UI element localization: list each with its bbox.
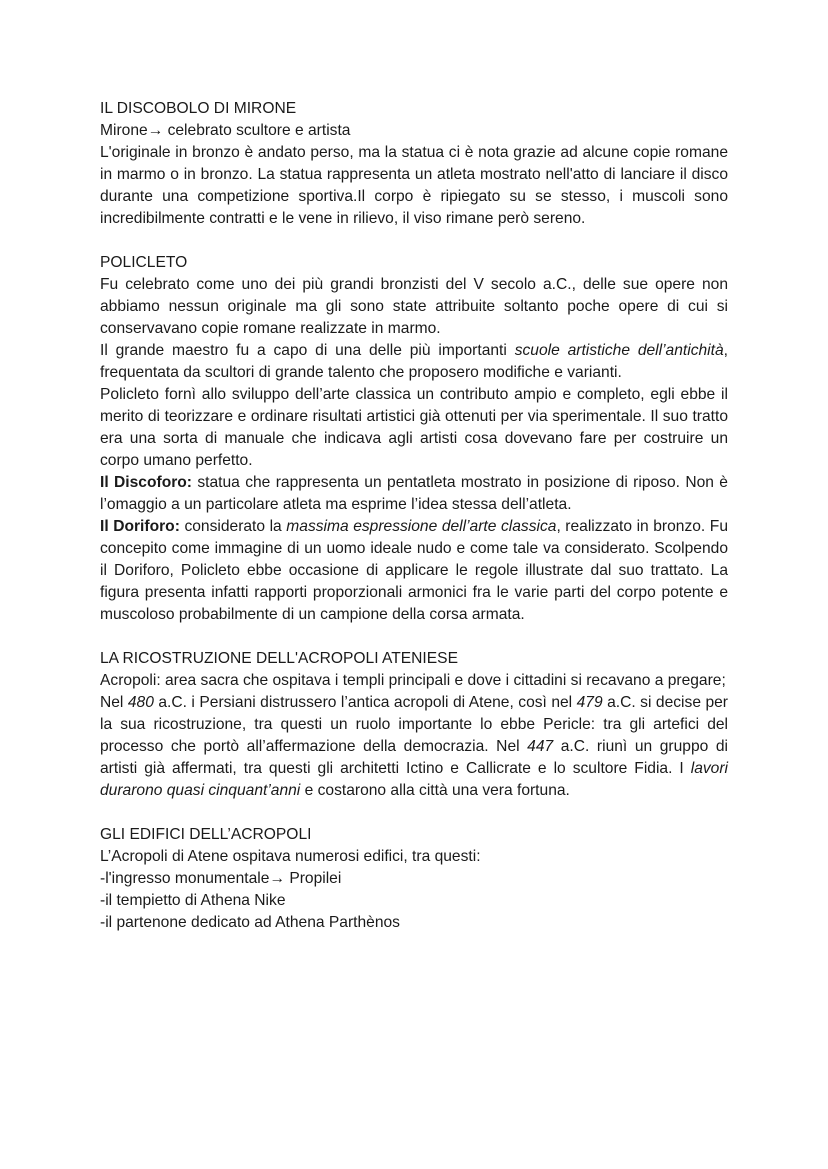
text-run: a.C. i Persiani distrussero l’antica acropoli di Atene, così nel — [153, 694, 577, 711]
emphasis-year: 447 — [527, 738, 554, 755]
list-item: -il tempietto di Athena Nike — [100, 892, 286, 909]
text-run: Nel — [100, 694, 128, 711]
section-paragraph: Fu celebrato come uno dei più grandi bronzisti del V secolo a.C., delle sue opere non abbiamo nessun originale ma gli sono state attribuite soltanto poche opere di cui si conservavano copie romane realizzate in marmo. — [100, 276, 728, 337]
bold-term: Il Discoforo: — [100, 474, 192, 491]
text-run: e costarono alla città una vera fortuna. — [300, 782, 570, 799]
section-paragraph — [100, 340, 728, 384]
section-intro: L’Acropoli di Atene ospitava numerosi edifici, tra questi: — [100, 848, 481, 865]
section-paragraph — [100, 472, 728, 516]
emphasis-text: massima espressione dell’arte classica — [286, 518, 557, 535]
section-title: GLI EDIFICI DELL’ACROPOLI — [100, 826, 312, 843]
section-title: LA RICOSTRUZIONE DELL'ACROPOLI ATENIESE — [100, 650, 458, 667]
section-paragraph: Policleto fornì allo sviluppo dell’arte classica un contributo ampio e completo, egli ebbe il merito di teorizzare e ordinare risultati artistici già ottenuti per via sperimentale. Il suo tratto era una sorta di manuale che indicava agli artisti cosa dovevano fare per costruire un corpo umano perfetto. — [100, 386, 728, 469]
section-paragraph: Acropoli: area sacra che ospitava i templi principali e dove i cittadini si recavano a pregare; — [100, 672, 726, 689]
emphasis-text: lavori durarono quasi cinquant’anni — [100, 760, 728, 799]
text-run: statua che rappresenta un pentatleta mostrato in posizione di riposo. Non è l’omaggio a un particolare atleta ma esprime l’idea stessa dell’atleta. — [100, 474, 728, 513]
section-paragraph — [100, 516, 728, 626]
text-run: considerato la — [179, 518, 287, 535]
bold-term: Il Doriforo: — [100, 518, 180, 535]
section-policleto — [100, 252, 728, 626]
section-intro: Mirone→ celebrato scultore e artista — [100, 122, 351, 139]
list-item: -il partenone dedicato ad Athena Parthènos — [100, 914, 400, 931]
section-acropoli-ricostruzione — [100, 648, 728, 802]
emphasis-year: 480 — [127, 694, 154, 711]
emphasis-year: 479 — [576, 694, 603, 711]
text-run: Il grande maestro fu a capo di una delle più importanti — [100, 342, 515, 359]
section-title: POLICLETO — [100, 254, 188, 271]
emphasis-text: scuole artistiche dell’antichità — [514, 342, 724, 359]
document-page — [100, 98, 728, 956]
section-paragraph: L'originale in bronzo è andato perso, ma la statua ci è nota grazie ad alcune copie romane in marmo o in bronzo. La statua rappresenta un atleta mostrato nell'atto di lanciare il disco durante una competizione sportiva.Il corpo è ripiegato su se stesso, i muscoli sono incredibilmente contratti e le vene in rilievo, il viso rimane però sereno. — [100, 144, 728, 227]
text-run: , realizzato in bronzo. Fu concepito come immagine di un uomo ideale nudo e come tale va considerato. Scolpendo il Doriforo, Policleto ebbe occasione di applicare le regole illustrate dal suo trattato. La figura presenta infatti rapporti proporzionali armonici fra le varie parti del corpo potente e muscoloso probabilmente di un campione della corsa armata. — [100, 518, 728, 623]
section-discobolo — [100, 98, 728, 230]
text-run: a.C. riunì un gruppo di artisti già affermati, tra questi gli architetti Ictino e Callicrate e lo scultore Fidia. I — [100, 738, 728, 777]
list-item: -l'ingresso monumentale→ Propilei — [100, 870, 342, 887]
text-run: a.C. si decise per la sua ricostruzione, tra questi un ruolo importante lo ebbe Pericle: tra gli artefici del processo che portò all’affermazione della democrazia. Nel — [100, 694, 728, 755]
section-title: IL DISCOBOLO DI MIRONE — [100, 100, 297, 117]
section-paragraph — [100, 692, 728, 802]
section-edifici — [100, 824, 728, 934]
text-run: , frequentata da scultori di grande talento che proposero modifiche e varianti. — [100, 342, 728, 381]
